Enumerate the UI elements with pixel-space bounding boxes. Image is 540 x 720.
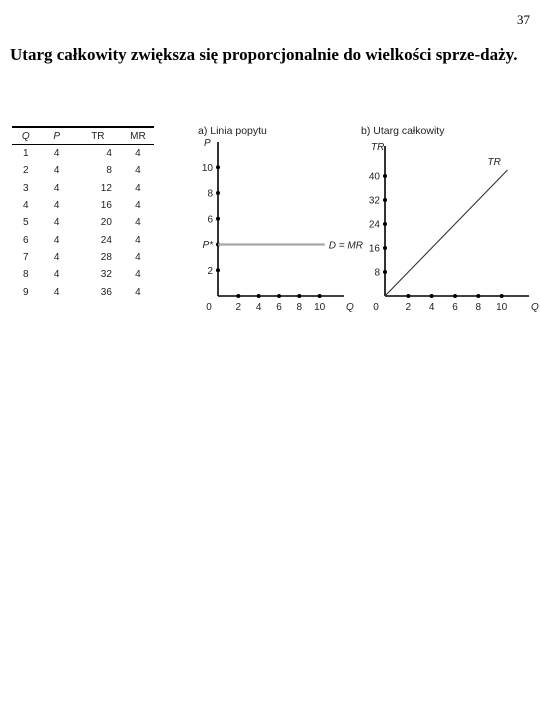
table-cell-p: 4 <box>53 182 60 194</box>
table-cell-mr: 4 <box>135 217 141 229</box>
x-tick-label: 2 <box>235 302 242 313</box>
table-cell-q: 7 <box>22 251 29 263</box>
table-row <box>12 266 154 283</box>
y-tick-mark <box>216 217 220 221</box>
table-header-tr: TR <box>74 127 122 145</box>
table-cell-q: 1 <box>22 148 29 160</box>
y-tick-label: 8 <box>374 267 380 279</box>
x-tick-label: 10 <box>496 302 508 313</box>
y-tick-mark <box>383 270 387 274</box>
y-tick-label: 32 <box>368 195 380 207</box>
x-tick-mark <box>430 294 434 298</box>
y-tick-mark <box>216 191 220 195</box>
table-header-q: Q <box>12 127 40 145</box>
x-tick-label: 10 <box>314 302 326 313</box>
table-cell-p: 4 <box>53 217 60 229</box>
table-cell-tr: 16 <box>100 200 112 212</box>
table-row <box>12 214 154 231</box>
table-row <box>12 145 154 163</box>
table-header-row <box>12 127 154 145</box>
x-axis-label: Q <box>346 302 354 313</box>
chart-title: b) Utarg całkowity <box>361 125 445 137</box>
table-cell-tr: 28 <box>100 251 112 263</box>
table-header-p: P <box>40 127 74 145</box>
y-axis-label: TR <box>371 142 385 153</box>
table-row <box>12 197 154 214</box>
y-tick-label: 16 <box>368 243 380 255</box>
y-tick-mark <box>383 222 387 226</box>
table-cell-q: 6 <box>22 234 29 246</box>
x-tick-mark <box>406 294 410 298</box>
table-cell-mr: 4 <box>135 200 141 212</box>
y-tick-mark <box>383 174 387 178</box>
table-cell-p: 4 <box>53 234 60 246</box>
table-cell-p: 4 <box>53 165 60 177</box>
x-tick-label: 4 <box>255 302 262 313</box>
x-tick-label: 6 <box>452 302 458 313</box>
series-line <box>385 170 508 296</box>
chart-total-revenue <box>355 120 539 320</box>
table-row <box>12 180 154 197</box>
y-tick-mark <box>383 198 387 202</box>
x-tick-mark <box>277 294 281 298</box>
series-label: TR <box>487 157 501 168</box>
y-tick-label: 24 <box>368 219 380 231</box>
x-tick-mark <box>318 294 322 298</box>
table-cell-mr: 4 <box>135 182 141 194</box>
table-row <box>12 231 154 248</box>
table-cell-mr: 4 <box>135 251 141 263</box>
x-tick-mark <box>257 294 261 298</box>
chart-title: a) Linia popytu <box>198 125 267 137</box>
table-cell-p: 4 <box>53 251 60 263</box>
x-tick-label: 0 <box>373 302 379 313</box>
table-cell-p: 4 <box>53 269 60 281</box>
table-cell-q: 2 <box>22 165 29 177</box>
table-cell-tr: 24 <box>100 234 112 246</box>
table-cell-q: 3 <box>22 182 29 194</box>
table-cell-tr: 36 <box>100 286 112 298</box>
table-cell-mr: 4 <box>135 165 141 177</box>
x-tick-label: 6 <box>276 302 282 313</box>
x-tick-label: 8 <box>296 302 303 313</box>
page-number: 37 <box>517 12 530 27</box>
y-tick-label: 6 <box>207 214 213 226</box>
y-tick-mark <box>216 165 220 169</box>
x-tick-mark <box>236 294 240 298</box>
chart-demand-line <box>190 120 363 320</box>
x-tick-label: 0 <box>206 302 212 313</box>
table-cell-tr: 8 <box>106 165 112 177</box>
table-cell-mr: 4 <box>135 148 141 160</box>
table-cell-tr: 4 <box>106 148 112 160</box>
series-label: D = MR <box>328 240 363 252</box>
table-row <box>12 283 154 300</box>
x-tick-mark <box>297 294 301 298</box>
table-cell-mr: 4 <box>135 234 141 246</box>
table-cell-tr: 20 <box>100 217 112 229</box>
table-cell-p: 4 <box>53 286 60 298</box>
heading: Utarg całkowity zwiększa się proporcjonalnie do wielkości sprze-daży. <box>10 45 518 64</box>
table-body <box>12 145 154 301</box>
table-header-mr: MR <box>122 127 154 145</box>
table-cell-tr: 32 <box>100 269 112 281</box>
x-tick-mark <box>453 294 457 298</box>
x-tick-label: 4 <box>428 302 435 313</box>
table-cell-q: 5 <box>22 217 29 229</box>
y-axis-label: P <box>204 138 211 149</box>
y-tick-label: P* <box>202 240 213 252</box>
y-tick-label: 10 <box>201 162 213 174</box>
x-tick-label: 2 <box>405 302 412 313</box>
x-tick-mark <box>500 294 504 298</box>
table-cell-q: 4 <box>22 200 29 212</box>
table-row <box>12 162 154 179</box>
x-tick-label: 8 <box>475 302 482 313</box>
table-cell-tr: 12 <box>100 182 112 194</box>
data-table <box>12 126 154 301</box>
y-tick-mark <box>383 246 387 250</box>
x-tick-mark <box>476 294 480 298</box>
table-cell-p: 4 <box>53 148 60 160</box>
y-tick-label: 2 <box>207 265 213 277</box>
table-row <box>12 249 154 266</box>
y-tick-mark <box>216 268 220 272</box>
table-cell-q: 8 <box>22 269 29 281</box>
y-tick-label: 8 <box>207 188 213 200</box>
table-cell-mr: 4 <box>135 286 141 298</box>
table-cell-q: 9 <box>22 286 29 298</box>
table-cell-mr: 4 <box>135 269 141 281</box>
table-cell-p: 4 <box>53 200 60 212</box>
y-tick-label: 40 <box>368 171 380 183</box>
x-axis-label: Q <box>531 302 539 313</box>
